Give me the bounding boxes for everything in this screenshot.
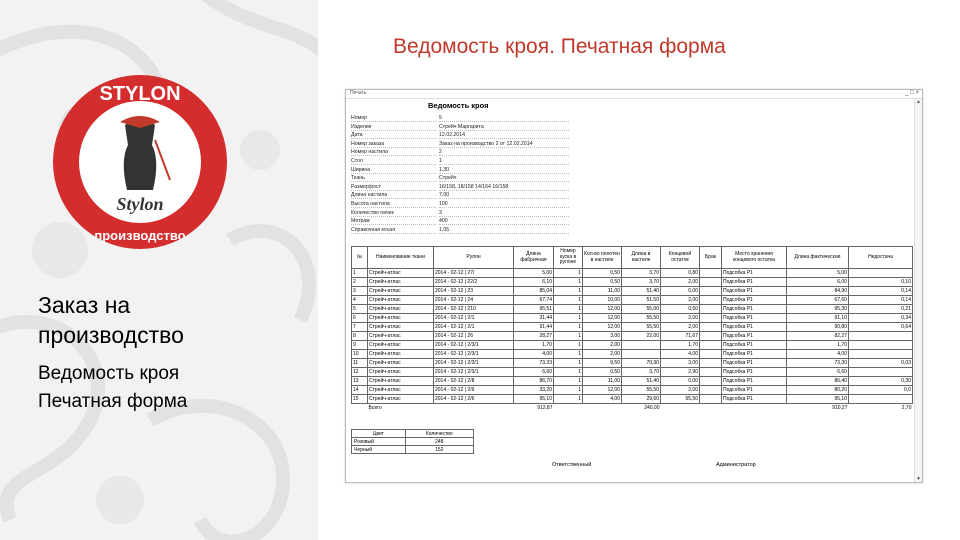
field-value: 1,30 [439,167,569,174]
table-cell: 6 [352,314,368,323]
field-label: Изделие [351,124,436,131]
table-cell: 2014 - 02-12 | 210 [434,305,514,314]
table-cell: 85,04 [514,287,554,296]
table-cell: 12,00 [583,386,622,395]
field-value: 12.02.2014 [439,132,569,139]
table-cell: Подсобка Р1 [722,287,787,296]
table-cell: 12,00 [583,323,622,332]
table-cell: 9,50 [583,359,622,368]
table-cell: 95,30 [787,305,849,314]
table-cell: 1 [554,314,583,323]
table-cell: 1 [554,287,583,296]
table-cell: 2,90 [661,368,700,377]
table-cell: Стрейч-атлас [368,305,434,314]
table-cell: 2014 - 02-12 | 22/2 [434,278,514,287]
table-cell: 3,70 [622,269,661,278]
scroll-up-arrow-icon[interactable]: ▲ [916,99,921,105]
table-row [352,341,913,350]
table-cell: 2,00 [661,386,700,395]
table-cell: 10,00 [583,296,622,305]
table-cell: Подсобка Р1 [722,395,787,404]
table-cell: 71,67 [661,332,700,341]
table-cell: 86,40 [787,377,849,386]
table-cell [700,350,722,359]
total-cell [700,404,722,413]
field-label: Ткань [351,175,436,182]
table-cell: Подсобка Р1 [722,359,787,368]
table-cell: 1 [554,278,583,287]
field-value: 400 [439,218,569,225]
field-value: Стрейч Маргарита [439,124,569,131]
table-header-row [352,247,913,269]
table-cell: 10 [352,350,368,359]
table-cell [700,341,722,350]
svg-text:Stylon: Stylon [116,194,164,214]
table-cell: 67,60 [787,296,849,305]
table-cell: 2014 - 02-12 | 2/3/1 [434,359,514,368]
field-value: 2 [439,149,569,156]
column-header: Длина фактическая [787,247,849,269]
table-cell: 0,0 [849,386,913,395]
table-cell: Подсобка Р1 [722,269,787,278]
table-cell: 4,00 [661,350,700,359]
total-cell [434,404,514,413]
colors-row [352,438,474,446]
stylon-logo [40,70,240,255]
column-header: Длина в настиле [622,247,661,269]
field-value: 100 [439,201,569,208]
table-cell: Подсобка Р1 [722,323,787,332]
table-cell: 0,30 [849,377,913,386]
colors-header-row [352,430,474,438]
table-cell: 12 [352,368,368,377]
color-name-cell: Розовый [352,438,406,446]
total-cell [583,404,622,413]
table-cell: Стрейч-атлас [368,287,434,296]
field-value: Стрейч [439,175,569,182]
color-qty-cell: 248 [405,438,473,446]
table-row [352,350,913,359]
table-cell: 3,70 [622,368,661,377]
svg-text:производство: производство [94,228,186,243]
table-cell: 80,20 [787,386,849,395]
table-cell: 15 [352,395,368,404]
table-cell: 2014 - 02-12 | 26 [434,332,514,341]
table-cell [622,341,661,350]
table-cell: 0,21 [849,305,913,314]
vertical-scrollbar[interactable] [914,99,922,482]
table-cell: 82,27 [787,332,849,341]
table-cell: 90,80 [787,323,849,332]
field-value: 5 [439,115,569,122]
table-cell: 95,51 [514,305,554,314]
scroll-down-arrow-icon[interactable]: ▼ [916,476,921,482]
table-cell: Стрейч-атлас [368,278,434,287]
table-cell: 1 [554,341,583,350]
table-cell: 4 [352,296,368,305]
table-cell: 22,00 [622,332,661,341]
table-cell: 2014 - 02-12 | 24 [434,296,514,305]
table-cell [849,350,913,359]
table-cell: 0,50 [583,278,622,287]
table-cell: Стрейч-атлас [368,386,434,395]
table-cell: 1 [352,269,368,278]
table-cell: 2,00 [661,296,700,305]
table-cell: 55,50 [622,323,661,332]
table-cell: 2,00 [661,323,700,332]
field-label: Высота настила [351,201,436,208]
table-cell [700,296,722,305]
table-cell: 2,00 [583,341,622,350]
field-label: Длина настила [351,192,436,199]
colors-row [352,446,474,454]
table-cell: Стрейч-атлас [368,377,434,386]
table-cell: 6,10 [514,278,554,287]
table-row [352,386,913,395]
table-cell: 5 [352,305,368,314]
table-cell: 1 [554,332,583,341]
table-cell: 6,60 [787,368,849,377]
table-cell: 55,50 [622,314,661,323]
table-cell: 0,03 [849,359,913,368]
column-header: Брак [700,247,722,269]
table-cell: Стрейч-атлас [368,314,434,323]
table-cell: 5,00 [514,269,554,278]
slide-title: Ведомость кроя. Печатная форма [393,35,726,58]
table-cell: 4,00 [583,395,622,404]
field-label: Номер заказа [351,141,436,148]
table-cell: 3,70 [622,278,661,287]
total-cell: 912,87 [537,405,553,411]
table-cell [700,287,722,296]
total-cell: 910,27 [832,405,848,411]
table-cell: 1 [554,377,583,386]
table-cell: Подсобка Р1 [722,296,787,305]
table-cell: 0,14 [849,296,913,305]
table-cell: Подсобка Р1 [722,332,787,341]
table-cell: 2,00 [661,278,700,287]
table-cell: Подсобка Р1 [722,341,787,350]
admin-signature: Администратор [716,462,756,468]
table-cell: Стрейч-атлас [368,323,434,332]
colors-column-header: Цвет [352,430,406,438]
table-cell: 1 [554,359,583,368]
total-cell: 240,00 [644,405,660,411]
table-cell: 3,00 [583,332,622,341]
table-cell: 7 [352,323,368,332]
table-row [352,377,913,386]
table-row [352,368,913,377]
table-cell: 4,00 [787,350,849,359]
table-cell [700,359,722,368]
table-cell: 95,10 [514,395,554,404]
table-cell: Стрейч-атлас [368,395,434,404]
table-cell: 2014 - 02-12 | 2/1 [434,323,514,332]
table-cell: 2014 - 02-12 | 2/8 [434,377,514,386]
table-cell: Подсобка Р1 [722,368,787,377]
table-cell: Подсобка Р1 [722,386,787,395]
total-cell: 2,70 [901,405,912,411]
table-cell: 2014 - 02-12 | 2/3/1 [434,368,514,377]
table-body [352,269,913,413]
column-header: Рулон [434,247,514,269]
table-cell: 1 [554,350,583,359]
table-cell: 73,33 [514,359,554,368]
table-cell: 2014 - 02-12 | 2/3/1 [434,341,514,350]
colors-body [352,438,474,454]
table-cell: 0,00 [661,287,700,296]
table-cell: 2,00 [583,350,622,359]
table-cell [700,314,722,323]
table-cell: 67,74 [514,296,554,305]
window-titlebar [346,90,922,99]
table-cell: 1,70 [514,341,554,350]
field-value: 1 [439,158,569,165]
responsible-signature: Ответственный [552,462,592,468]
table-cell [849,395,913,404]
table-cell: 12,00 [583,305,622,314]
print-form-window [345,89,923,483]
table-cell: 0,14 [849,287,913,296]
column-header: Длина фабричная [514,247,554,269]
table-cell [700,395,722,404]
table-cell: Стрейч-атлас [368,350,434,359]
column-header: Кол-во полотен в настиле [583,247,622,269]
table-cell [622,350,661,359]
colors-column-header: Количество [405,430,473,438]
table-cell: 11,00 [583,287,622,296]
table-cell: 12,00 [583,314,622,323]
table-cell: 8 [352,332,368,341]
column-header: Номер куска в рулоне [554,247,583,269]
table-row [352,359,913,368]
table-cell [700,377,722,386]
table-cell [700,368,722,377]
table-cell: Подсобка Р1 [722,278,787,287]
table-cell: 6,00 [787,278,849,287]
total-cell [722,404,787,413]
field-value: Заказ на производство 2 от 12.02.2014 [439,141,569,148]
window-controls[interactable]: _ □ × [905,90,919,96]
table-cell: 86,70 [514,377,554,386]
table-cell: 0,64 [849,323,913,332]
table-cell: 51,50 [622,296,661,305]
total-row [352,404,913,413]
column-header: Наименование ткани [368,247,434,269]
table-cell: Подсобка Р1 [722,350,787,359]
total-cell [661,404,700,413]
colors-table [351,429,474,454]
table-cell [700,269,722,278]
field-label: Справочная косая [351,227,436,234]
table-cell: 51,40 [622,377,661,386]
table-cell: Стрейч-атлас [368,269,434,278]
table-cell: 0,80 [661,269,700,278]
field-value: 3 [439,210,569,217]
document-heading: Ведомость кроя [428,101,489,110]
table-row [352,332,913,341]
column-header: Место хранения концевого остатка [722,247,787,269]
table-cell: 3 [352,287,368,296]
table-row [352,395,913,404]
field-label: Метраж [351,218,436,225]
table-cell: 1 [554,296,583,305]
field-value: 16/158, 18/158 14/164 16/158 [439,184,569,191]
table-cell: 55,50 [661,395,700,404]
table-cell: 2,00 [661,314,700,323]
table-cell: 55,00 [622,305,661,314]
table-cell: 0,00 [661,377,700,386]
side-title: Заказ на производство [38,292,184,348]
table-cell: Подсобка Р1 [722,314,787,323]
table-cell: 70,30 [622,359,661,368]
table-cell: 9 [352,341,368,350]
table-cell: 2014 - 02-12 | 2/3/1 [434,350,514,359]
table-cell: 0,34 [849,314,913,323]
table-cell: 1,70 [661,341,700,350]
table-cell: 1,70 [787,341,849,350]
table-cell: 14 [352,386,368,395]
table-cell: 95,10 [787,395,849,404]
color-qty-cell: 152 [405,446,473,454]
table-cell: 55,50 [622,386,661,395]
table-cell: 2014 - 02-12 | 2/1 [434,314,514,323]
column-header: Концевой остаток [661,247,700,269]
field-label: Ширина [351,167,436,174]
field-label: Количество пачек [351,210,436,217]
table-cell: 0,50 [583,368,622,377]
table-cell: 0,50 [583,269,622,278]
table-cell: 3,00 [661,359,700,368]
table-cell: 33,20 [514,386,554,395]
table-row [352,323,913,332]
table-cell: 6,60 [514,368,554,377]
field-label: Размер/рост [351,184,436,191]
table-cell: 1 [554,269,583,278]
field-value: 1,05 [439,227,569,234]
table-row [352,305,913,314]
field-label: Дата [351,132,436,139]
table-cell: Стрейч-атлас [368,359,434,368]
table-cell: 2014 - 02-12 | 27/ [434,269,514,278]
total-cell [352,404,368,413]
side-subtitle: Ведомость кроя Печатная форма [38,363,188,412]
total-cell [554,404,583,413]
table-row [352,296,913,305]
table-cell: 11,00 [583,377,622,386]
table-row [352,287,913,296]
table-cell: 1 [554,323,583,332]
table-cell: 28,27 [514,332,554,341]
table-cell: 5,00 [787,269,849,278]
table-cell: 1 [554,368,583,377]
table-cell: 2014 - 02-12 | 23 [434,287,514,296]
table-cell: 91,10 [787,314,849,323]
table-cell: 2 [352,278,368,287]
table-cell [849,269,913,278]
table-cell: 31,44 [514,314,554,323]
table-cell: 0,10 [849,278,913,287]
table-cell [700,305,722,314]
field-label: Номер настила [351,149,436,156]
field-value: 7,00 [439,192,569,199]
table-cell [700,332,722,341]
table-cell: 11 [352,359,368,368]
table-cell: 2014 - 02-12 | 2/6 [434,395,514,404]
table-row [352,314,913,323]
table-cell: 29,60 [622,395,661,404]
total-cell: Всего [368,405,382,411]
table-cell: Подсобка Р1 [722,377,787,386]
table-cell: 1 [554,386,583,395]
table-row [352,278,913,287]
svg-text:STYLON: STYLON [99,83,181,105]
table-cell [700,386,722,395]
cutting-table [351,246,913,412]
table-cell: Стрейч-атлас [368,341,434,350]
table-cell: 1 [554,395,583,404]
table-cell: Подсобка Р1 [722,305,787,314]
table-cell [849,341,913,350]
table-cell [700,323,722,332]
table-cell: 4,00 [514,350,554,359]
table-cell: 73,30 [787,359,849,368]
table-cell: 84,90 [787,287,849,296]
table-cell: 1 [554,305,583,314]
column-header: № [352,247,368,269]
table-cell [700,278,722,287]
field-label: Номер [351,115,436,122]
table-cell: 51,40 [622,287,661,296]
table-cell: 91,44 [514,323,554,332]
table-cell: Стрейч-атлас [368,332,434,341]
table-cell [849,332,913,341]
table-cell [849,368,913,377]
table-cell: 13 [352,377,368,386]
table-cell: Стрейч-атлас [368,368,434,377]
field-label: Стол [351,158,436,165]
table-cell: 0,50 [661,305,700,314]
left-panel [0,0,318,540]
table-cell: Стрейч-атлас [368,296,434,305]
table-row [352,269,913,278]
column-header: Недостача [849,247,913,269]
color-name-cell: Черный [352,446,406,454]
table-cell: 2014 - 02-12 | 2/9 [434,386,514,395]
window-caption: Печать [350,90,367,96]
